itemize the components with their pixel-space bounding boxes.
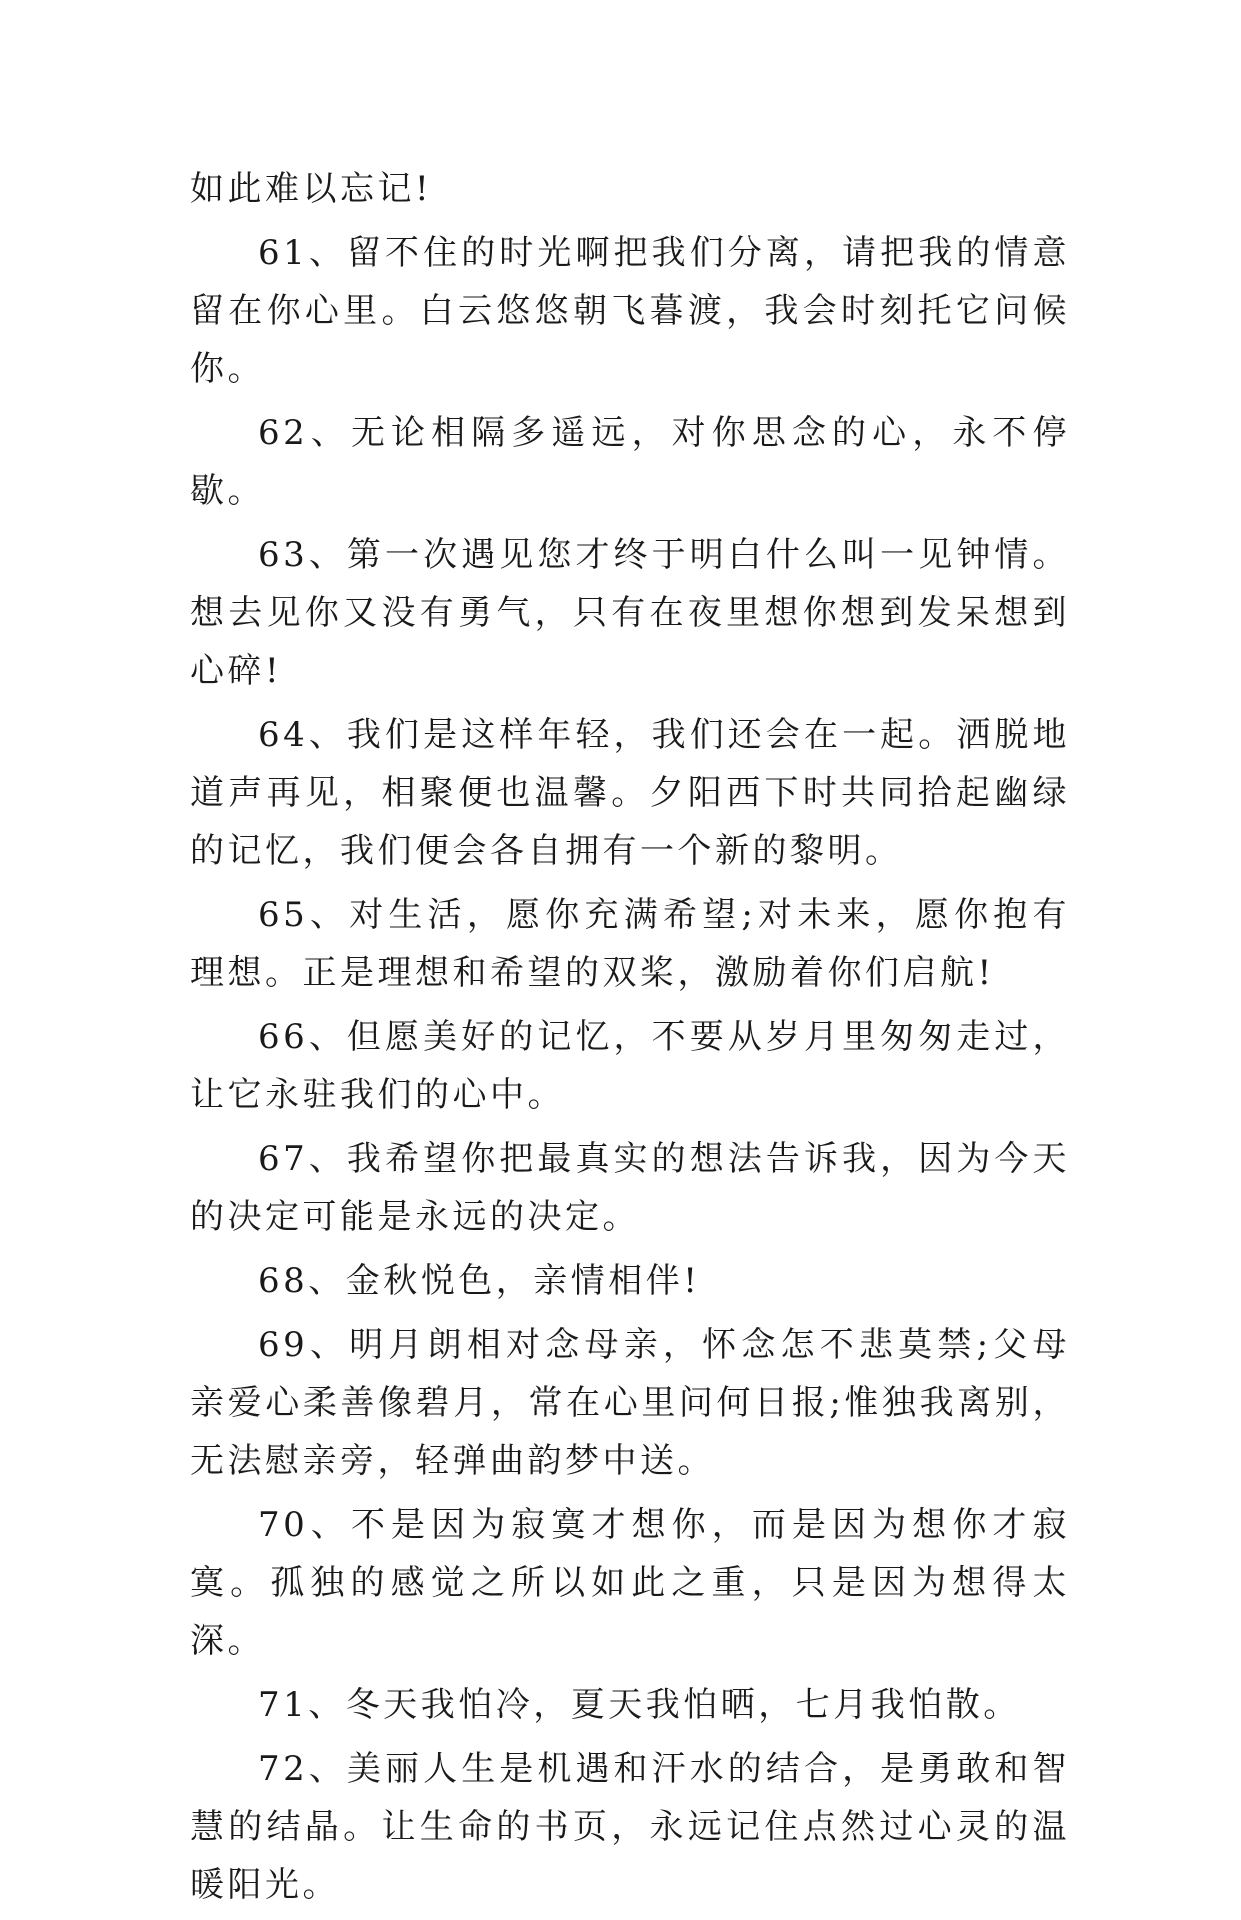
paragraph-69: 69、明月朗相对念母亲，怀念怎不悲莫禁;父母亲爱心柔善像碧月，常在心里问何日报;惟独我离别，无法慰亲旁，轻弹曲韵梦中送。 — [190, 1325, 1070, 1481]
paragraph-64: 64、我们是这样年轻，我们还会在一起。洒脱地道声再见，相聚便也温馨。夕阳西下时共同拾起幽绿的记忆，我们便会各自拥有一个新的黎明。 — [190, 715, 1070, 871]
paragraph-61: 61、留不住的时光啊把我们分离，请把我的情意留在你心里。白云悠悠朝飞暮渡，我会时刻托它问候你。 — [190, 233, 1070, 389]
paragraph-67: 67、我希望你把最真实的想法告诉我，因为今天的决定可能是永远的决定。 — [190, 1139, 1070, 1237]
paragraph-65: 65、对生活，愿你充满希望;对未来，愿你抱有理想。正是理想和希望的双桨，激励着你们启航! — [190, 895, 1070, 993]
document-body — [190, 160, 1070, 1920]
paragraph-72: 72、美丽人生是机遇和汗水的结合，是勇敢和智慧的结晶。让生命的书页，永远记住点然过心灵的温暖阳光。 — [190, 1749, 1070, 1905]
paragraph-66: 66、但愿美好的记忆，不要从岁月里匆匆走过，让它永驻我们的心中。 — [190, 1017, 1070, 1115]
paragraph-continuation: 如此难以忘记! — [190, 169, 433, 209]
paragraph-70: 70、不是因为寂寞才想你，而是因为想你才寂寞。孤独的感觉之所以如此之重，只是因为想得太深。 — [190, 1505, 1070, 1661]
paragraph-63: 63、第一次遇见您才终于明白什么叫一见钟情。想去见你又没有勇气，只有在夜里想你想到发呆想到心碎! — [190, 535, 1070, 691]
paragraph-71: 71、冬天我怕冷，夏天我怕晒，七月我怕散。 — [258, 1685, 1021, 1725]
paragraph-68: 68、金秋悦色，亲情相伴! — [258, 1261, 701, 1301]
paragraph-62: 62、无论相隔多遥远，对你思念的心，永不停歇。 — [190, 413, 1070, 511]
